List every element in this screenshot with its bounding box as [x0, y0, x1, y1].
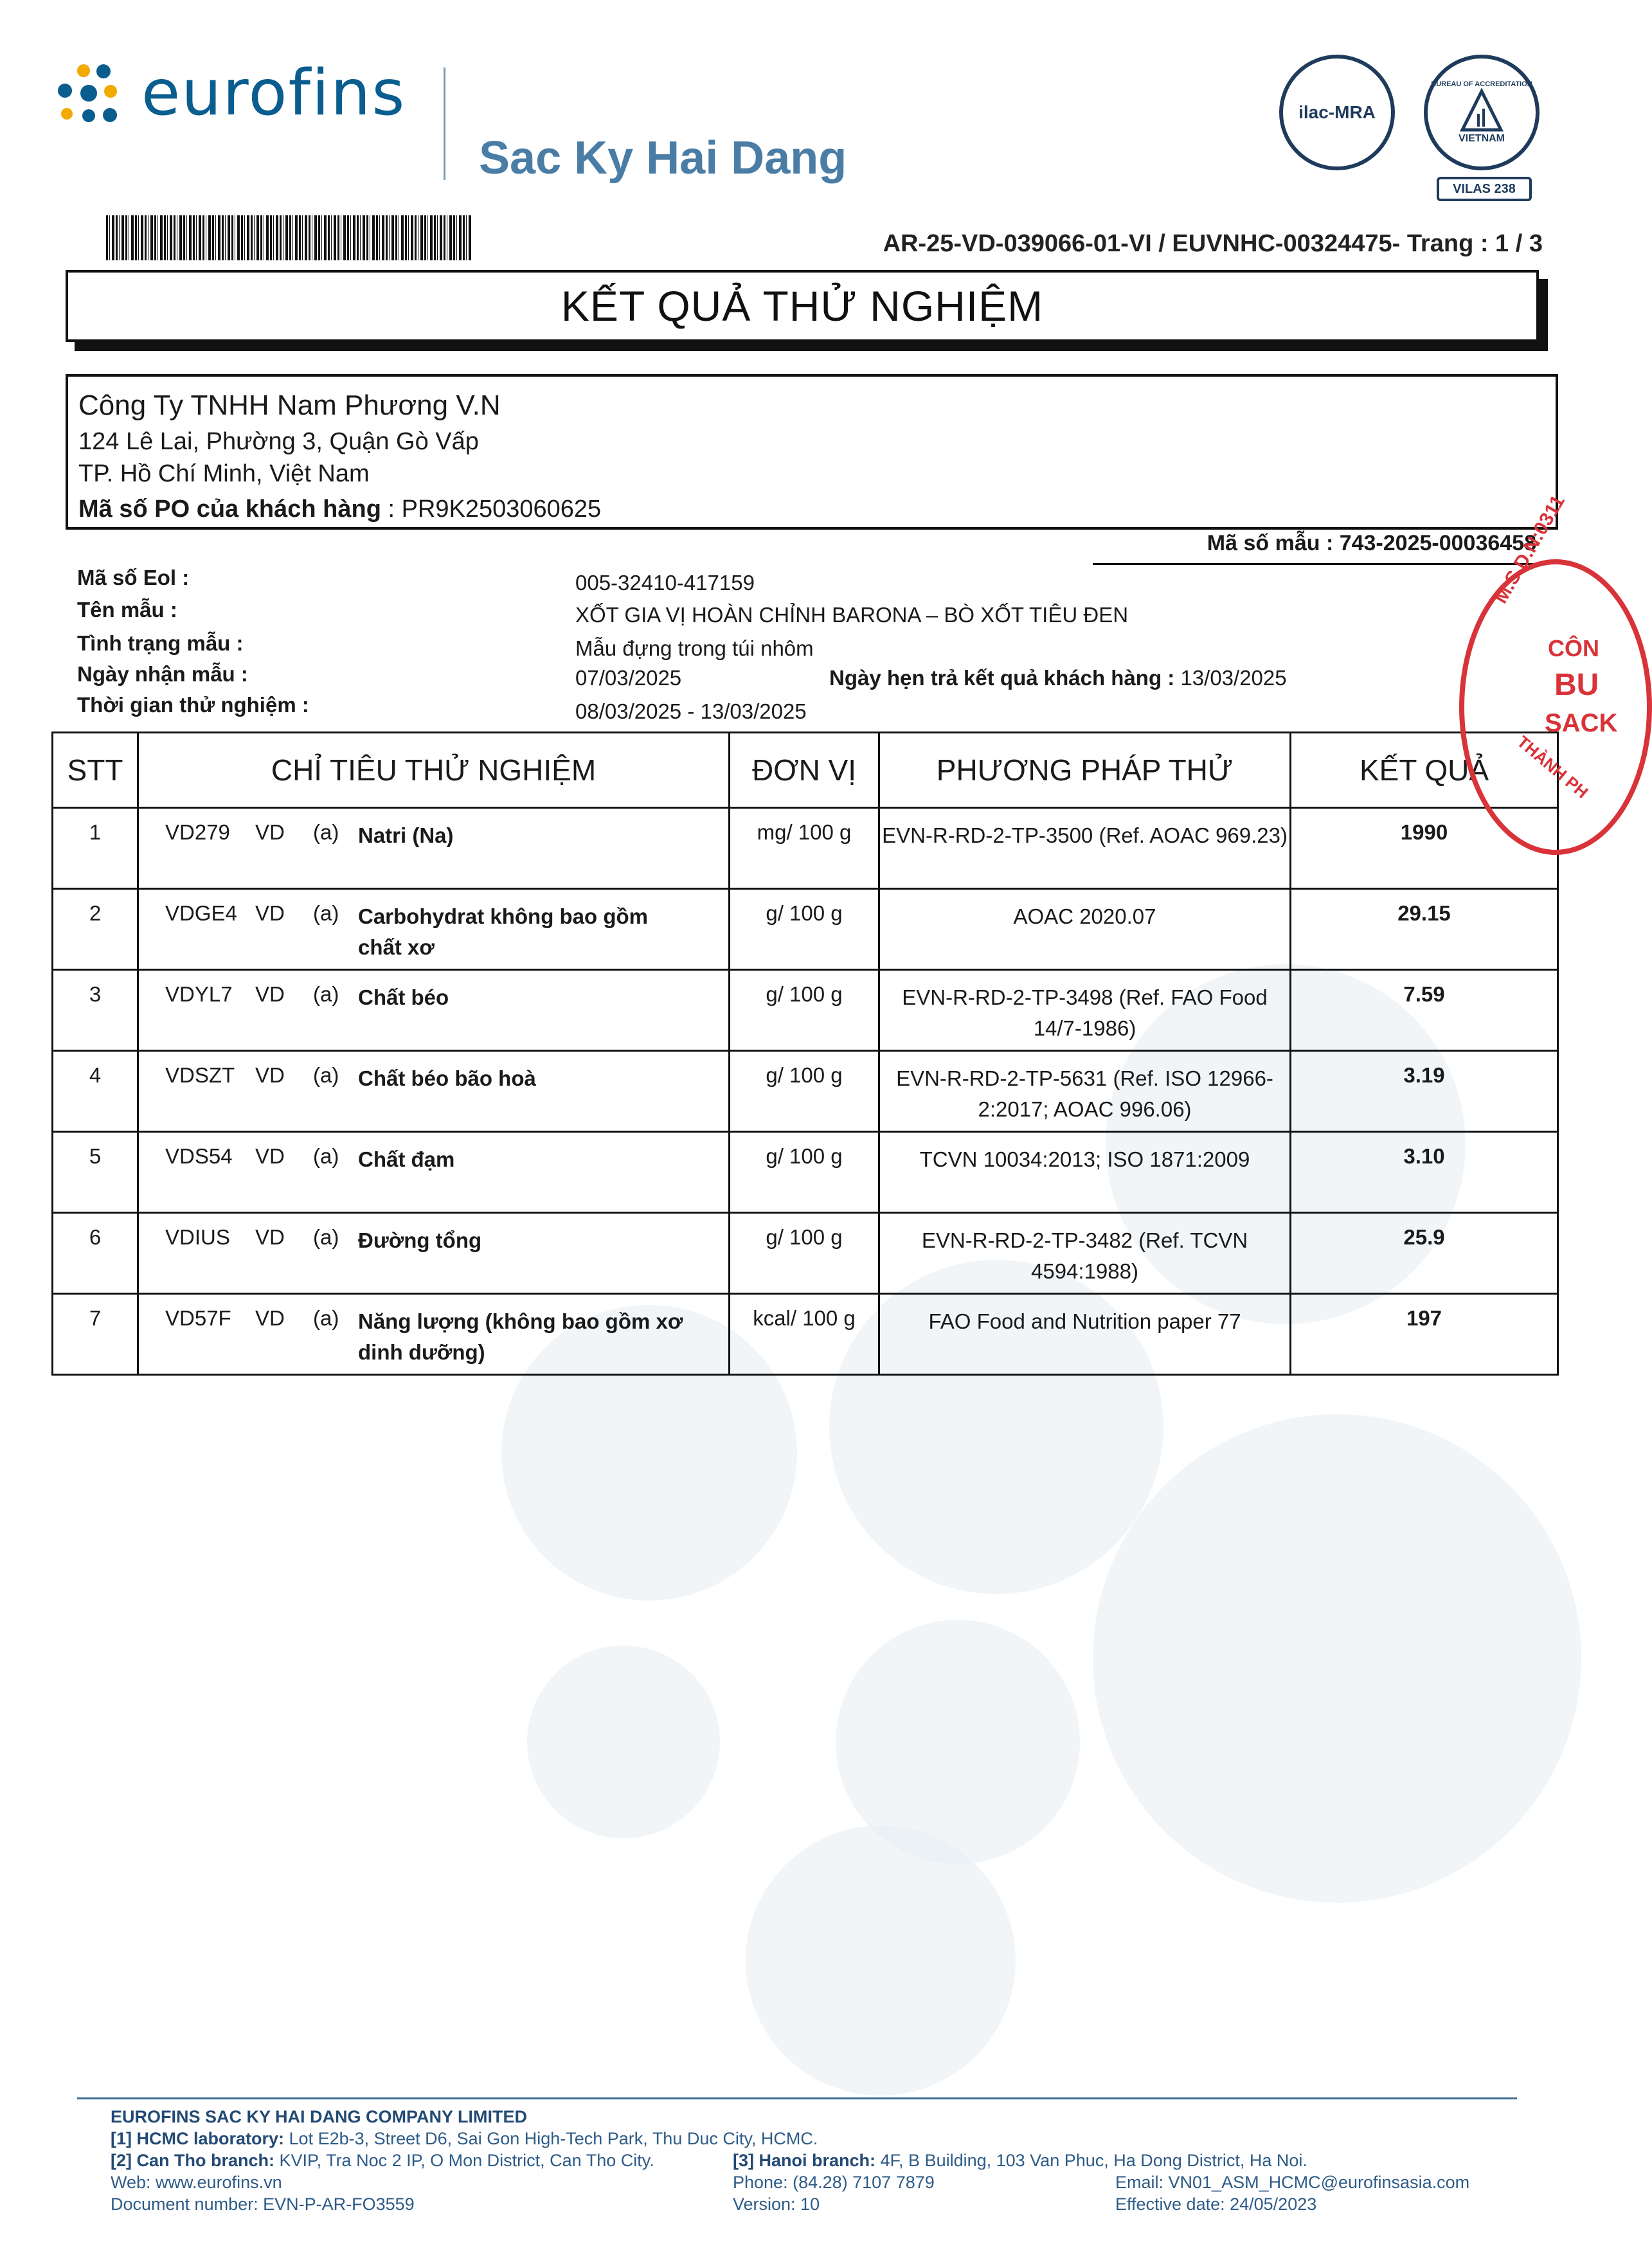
row-accreditation-mark: (a)	[313, 1225, 339, 1249]
hanoi-label: [3] Hanoi branch:	[733, 2151, 876, 2170]
row-code: VDYL7	[165, 982, 233, 1006]
row-test-name: Chất béo bão hoà	[358, 1066, 536, 1090]
row-test-item	[138, 889, 730, 970]
header-unit: ĐƠN VỊ	[730, 733, 879, 808]
row-code: VD279	[165, 820, 230, 844]
table-row	[53, 808, 1558, 889]
eurofins-logo	[51, 55, 406, 132]
received-label: Ngày nhận mẫu :	[77, 662, 248, 686]
header-test-item: CHỈ TIÊU THỬ NGHIỆM	[138, 733, 730, 808]
row-result: 29.15	[1291, 889, 1558, 970]
due-label: Ngày hẹn trả kết quả khách hàng :	[829, 666, 1175, 690]
row-lab: VD	[255, 982, 285, 1006]
row-test-name: Đường tổng	[358, 1228, 482, 1252]
footer-phone: Phone: (84.28) 7107 7879	[733, 2173, 935, 2192]
row-result: 7.59	[1291, 970, 1558, 1051]
row-test-item	[138, 808, 730, 889]
row-test-name: Carbohydrat không bao gồm chất xơ	[358, 904, 649, 959]
footer-effective-date: Effective date: 24/05/2023	[1115, 2195, 1317, 2214]
po-label: Mã số PO của khách hàng	[78, 496, 381, 523]
received-value: 07/03/2025	[575, 666, 682, 690]
header-result: KẾT QUẢ	[1291, 733, 1558, 808]
po-value: : PR9K2503060625	[388, 496, 602, 523]
table-body	[53, 808, 1558, 1375]
ilac-text: ilac-MRA	[1298, 102, 1376, 122]
row-stt: 3	[53, 970, 138, 1051]
triangle-icon	[1459, 88, 1504, 133]
sub-brand: Sac Ky Hai Dang	[479, 132, 847, 184]
row-code: VDGE4	[165, 901, 237, 925]
row-method: AOAC 2020.07	[879, 889, 1291, 970]
row-result: 1990	[1291, 808, 1558, 889]
row-method: EVN-R-RD-2-TP-3500 (Ref. AOAC 969.23)	[879, 808, 1291, 889]
logo-divider	[444, 67, 445, 180]
row-code: VDIUS	[165, 1225, 230, 1249]
bg-circle	[1093, 1414, 1581, 1903]
eol-label: Mã số Eol :	[77, 566, 190, 589]
vilas-badge	[1437, 177, 1532, 201]
brand-name: eurofins	[141, 57, 406, 130]
row-result: 3.19	[1291, 1051, 1558, 1132]
bg-circle	[746, 1826, 1016, 2096]
footer-cantho	[111, 2151, 654, 2171]
condition-value: Mẫu đựng trong túi nhôm	[575, 636, 814, 660]
customer-box	[66, 374, 1558, 530]
boa-top-text: BUREAU OF ACCREDITATION	[1431, 80, 1532, 88]
footer-divider	[77, 2097, 1517, 2099]
test-period-value: 08/03/2025 - 13/03/2025	[575, 699, 807, 723]
row-test-item	[138, 970, 730, 1051]
footer-hcmc	[111, 2129, 818, 2149]
row-accreditation-mark: (a)	[313, 1144, 339, 1168]
row-stt: 1	[53, 808, 138, 889]
company-stamp	[1459, 491, 1652, 855]
row-lab: VD	[255, 1306, 285, 1330]
table-row	[53, 889, 1558, 970]
row-unit: g/ 100 g	[730, 1132, 879, 1213]
eol-value: 005-32410-417159	[575, 571, 755, 595]
customer-address-2: TP. Hồ Chí Minh, Việt Nam	[78, 460, 370, 487]
row-lab: VD	[255, 820, 285, 844]
results-table	[51, 732, 1559, 1376]
row-unit: g/ 100 g	[730, 1213, 879, 1294]
row-code: VDSZT	[165, 1063, 235, 1087]
sample-name-value: XỐT GIA VỊ HOÀN CHỈNH BARONA – BÒ XỐT TIÊU ĐEN	[575, 603, 1129, 627]
sample-name-label: Tên mẫu :	[77, 598, 177, 622]
row-result: 25.9	[1291, 1213, 1558, 1294]
row-lab: VD	[255, 901, 285, 925]
table-row	[53, 1051, 1558, 1132]
row-accreditation-mark: (a)	[313, 901, 339, 925]
row-stt: 5	[53, 1132, 138, 1213]
hcmc-address: Lot E2b-3, Street D6, Sai Gon High-Tech Park, Thu Duc City, HCMC.	[289, 2129, 818, 2148]
barcode	[106, 215, 472, 260]
row-code: VDS54	[165, 1144, 233, 1168]
row-unit: g/ 100 g	[730, 1051, 879, 1132]
row-test-item	[138, 1051, 730, 1132]
row-test-name: Năng lượng (không bao gồm xơ dinh dưỡng)	[358, 1309, 683, 1364]
row-accreditation-mark: (a)	[313, 982, 339, 1006]
row-accreditation-mark: (a)	[313, 1306, 339, 1330]
header-stt: STT	[53, 733, 138, 808]
table-row	[53, 1213, 1558, 1294]
header-method: PHƯƠNG PHÁP THỬ	[879, 733, 1291, 808]
row-test-name: Chất đạm	[358, 1147, 455, 1171]
stamp-text-2: CÔN	[1548, 635, 1599, 661]
footer-document-number: Document number: EVN-P-AR-FO3559	[111, 2195, 415, 2214]
row-lab: VD	[255, 1063, 285, 1087]
row-stt: 6	[53, 1213, 138, 1294]
footer-company: EUROFINS SAC KY HAI DANG COMPANY LIMITED	[111, 2107, 528, 2126]
footer-hanoi	[733, 2151, 1307, 2171]
table-header-row	[53, 733, 1558, 808]
cantho-address: KVIP, Tra Noc 2 IP, O Mon District, Can Tho City.	[279, 2151, 654, 2170]
row-accreditation-mark: (a)	[313, 820, 339, 844]
vilas-text: VILAS 238	[1453, 181, 1516, 196]
row-method: TCVN 10034:2013; ISO 1871:2009	[879, 1132, 1291, 1213]
row-method: EVN-R-RD-2-TP-5631 (Ref. ISO 12966-2:2017; AOAC 996.06)	[879, 1051, 1291, 1132]
row-lab: VD	[255, 1225, 285, 1249]
stamp-text-5: THÀNH PH	[1513, 732, 1592, 802]
footer-web[interactable]: Web: www.eurofins.vn	[111, 2173, 282, 2192]
table-row	[53, 1294, 1558, 1375]
row-unit: mg/ 100 g	[730, 808, 879, 889]
row-test-item	[138, 1132, 730, 1213]
boa-bottom-text: VIETNAM	[1459, 133, 1505, 144]
row-method: EVN-R-RD-2-TP-3498 (Ref. FAO Food 14/7-1986)	[879, 970, 1291, 1051]
row-test-item	[138, 1213, 730, 1294]
logo-dots-icon	[51, 58, 129, 129]
po-row	[78, 496, 601, 523]
table-row	[53, 1132, 1558, 1213]
row-test-name: Chất béo	[358, 985, 449, 1009]
stamp-text-3: BU	[1554, 668, 1599, 702]
row-stt: 7	[53, 1294, 138, 1375]
bg-circle	[527, 1646, 720, 1838]
row-test-item	[138, 1294, 730, 1375]
footer-email[interactable]: Email: VN01_ASM_HCMC@eurofinsasia.com	[1115, 2173, 1470, 2192]
document-reference: AR-25-VD-039066-01-VI / EUVNHC-00324475- Trang : 1 / 3	[883, 230, 1543, 257]
sample-number-underline	[1093, 563, 1536, 565]
row-unit: kcal/ 100 g	[730, 1294, 879, 1375]
row-code: VD57F	[165, 1306, 231, 1330]
hcmc-label: [1] HCMC laboratory:	[111, 2129, 285, 2148]
due-row	[829, 666, 1287, 690]
title-box	[66, 270, 1539, 342]
row-lab: VD	[255, 1144, 285, 1168]
row-stt: 2	[53, 889, 138, 970]
customer-address-1: 124 Lê Lai, Phường 3, Quận Gò Vấp	[78, 428, 479, 455]
hanoi-address: 4F, B Building, 103 Van Phuc, Ha Dong District, Ha Noi.	[880, 2151, 1307, 2170]
stamp-text-1: M.S.D.N:0311	[1490, 491, 1569, 607]
due-value: 13/03/2025	[1180, 666, 1287, 690]
customer-name: Công Ty TNHH Nam Phương V.N	[78, 390, 501, 421]
row-method: EVN-R-RD-2-TP-3482 (Ref. TCVN 4594:1988)	[879, 1213, 1291, 1294]
test-period-label: Thời gian thử nghiệm :	[77, 693, 309, 717]
row-test-name: Natri (Na)	[358, 823, 454, 847]
row-unit: g/ 100 g	[730, 970, 879, 1051]
ilac-mra-logo	[1279, 55, 1395, 170]
table-row	[53, 970, 1558, 1051]
condition-label: Tình trạng mẫu :	[77, 631, 244, 655]
row-stt: 4	[53, 1051, 138, 1132]
footer-version: Version: 10	[733, 2195, 820, 2214]
page-title: KẾT QUẢ THỬ NGHIỆM	[561, 282, 1044, 330]
row-unit: g/ 100 g	[730, 889, 879, 970]
sample-number: Mã số mẫu : 743-2025-00036458	[1207, 531, 1536, 555]
row-method: FAO Food and Nutrition paper 77	[879, 1294, 1291, 1375]
boa-logo	[1424, 55, 1540, 170]
stamp-text-4: SACK	[1545, 709, 1618, 737]
row-accreditation-mark: (a)	[313, 1063, 339, 1087]
row-result: 197	[1291, 1294, 1558, 1375]
row-result: 3.10	[1291, 1132, 1558, 1213]
cantho-label: [2] Can Tho branch:	[111, 2151, 274, 2170]
